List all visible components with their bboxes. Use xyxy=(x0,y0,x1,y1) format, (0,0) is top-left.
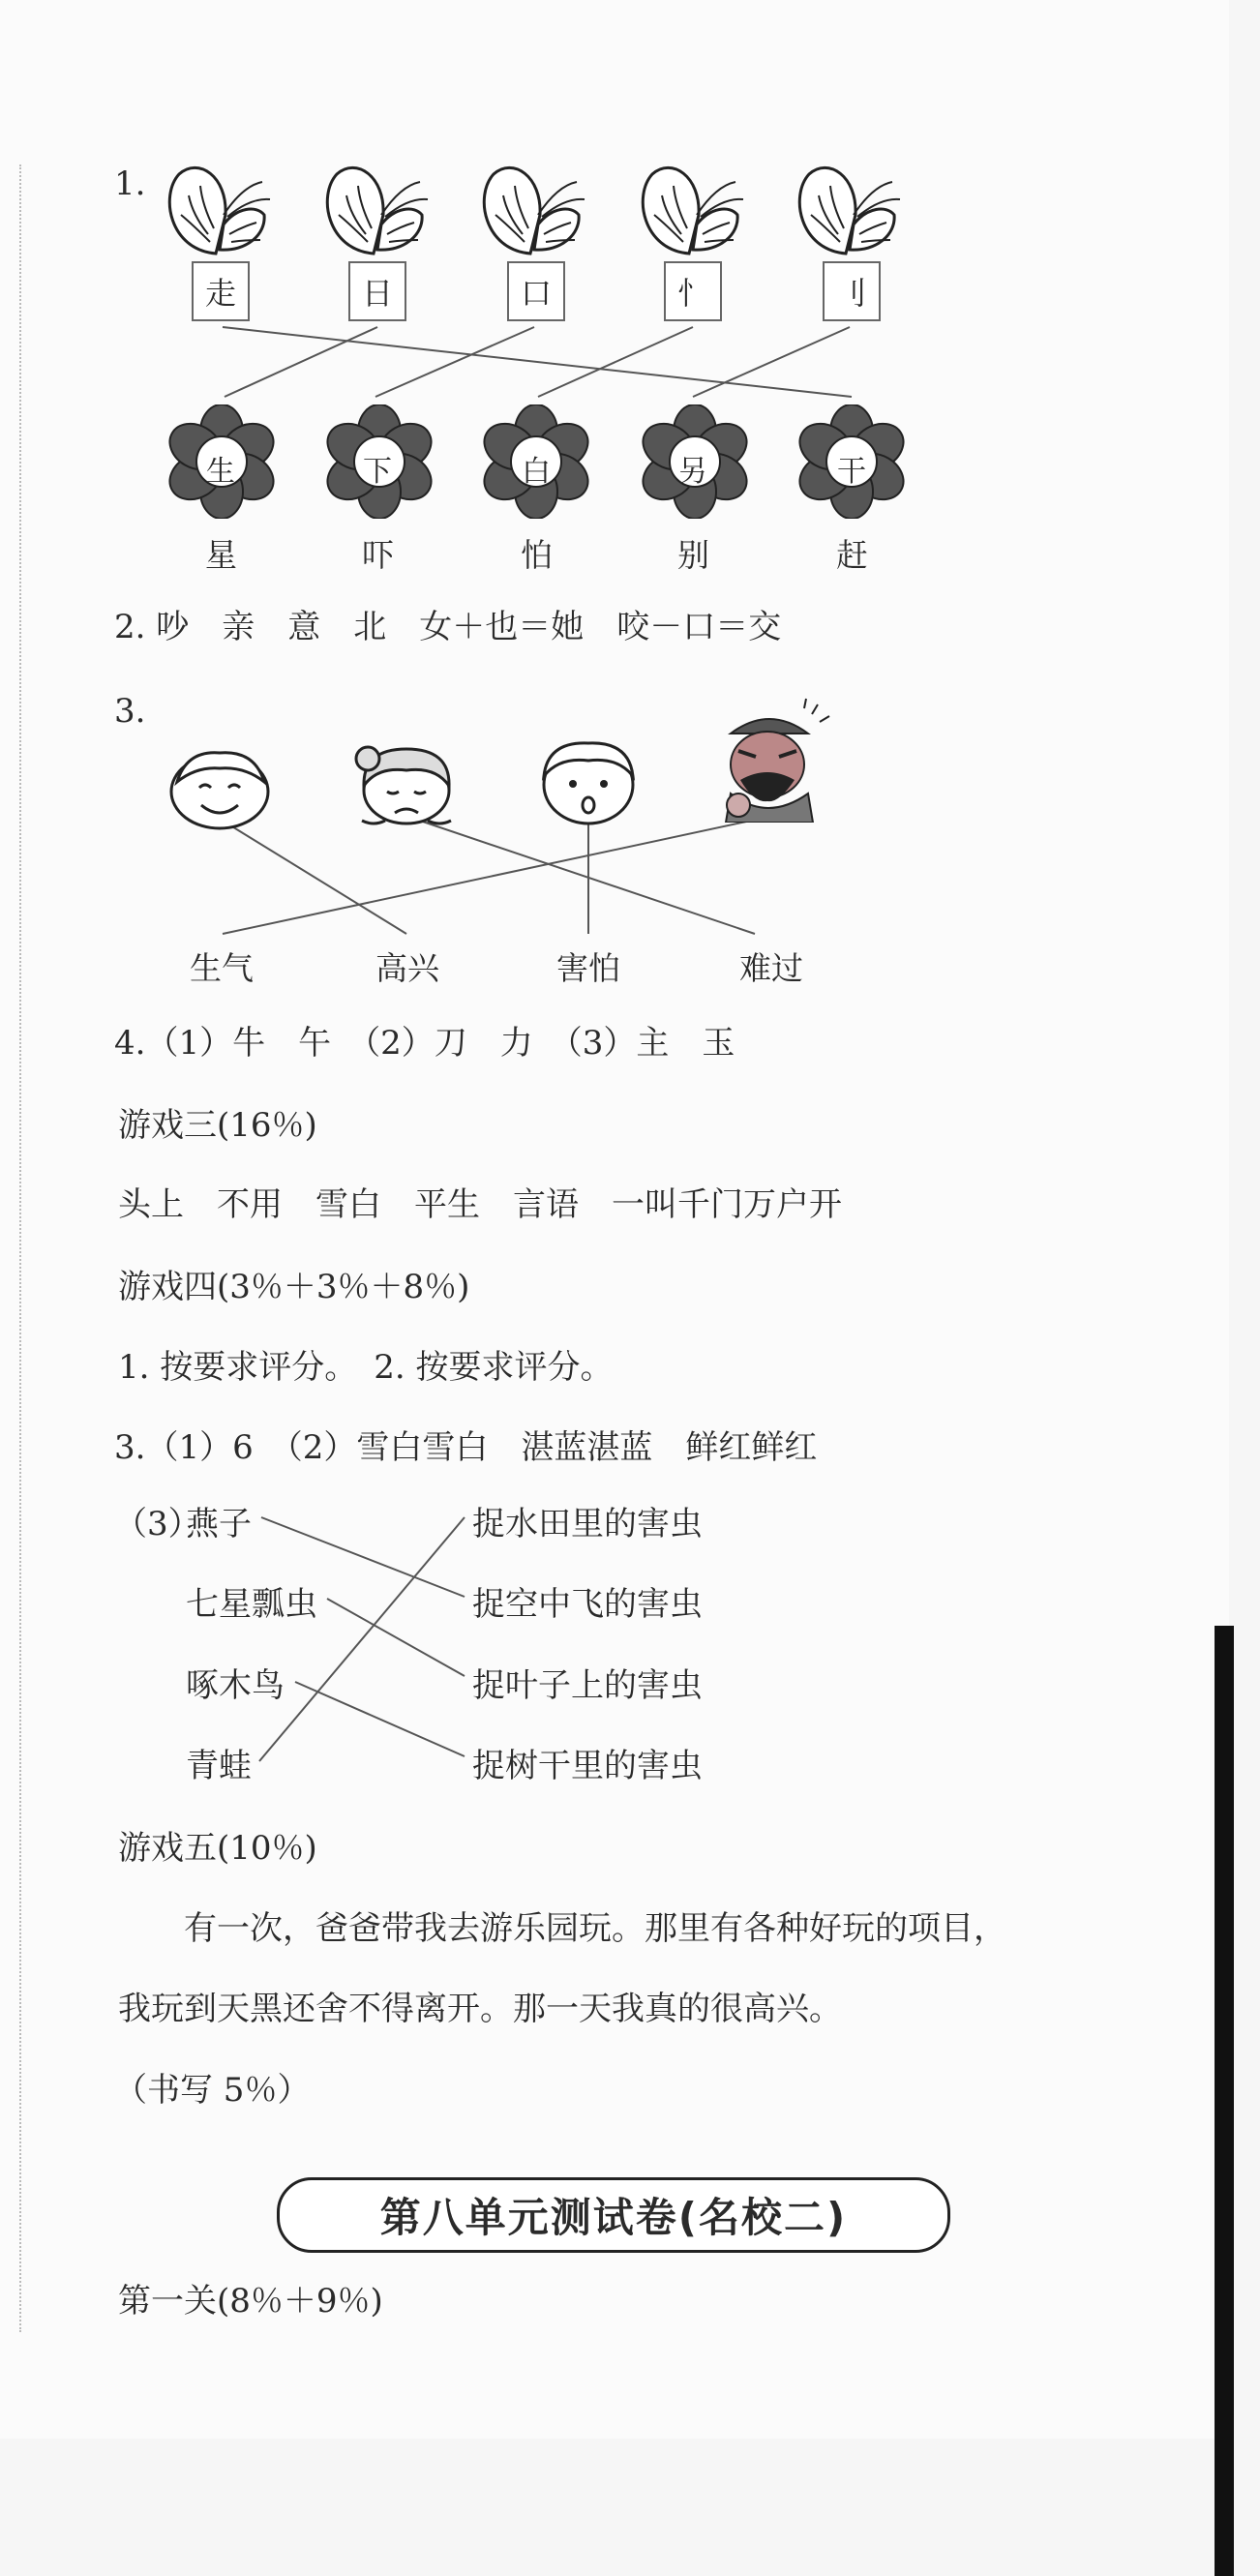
radical-box-1: 走 xyxy=(192,261,250,321)
game4-line2: 3.（1）6 （2）雪白雪白 湛蓝湛蓝 鲜红鲜红 xyxy=(114,1428,818,1467)
flower-char-4: 另 xyxy=(678,455,707,489)
q1-word-3: 怕 xyxy=(521,536,553,574)
game4-sub3-label: （3） xyxy=(114,1505,201,1543)
q1-word-5: 赶 xyxy=(836,536,868,574)
scared-boy-face-icon xyxy=(530,732,646,828)
animal-4: 青蛙 xyxy=(186,1747,252,1785)
pest-2: 捉空中飞的害虫 xyxy=(472,1585,703,1624)
radical-box-5: 刂 xyxy=(823,261,881,321)
pest-1: 捉水田里的害虫 xyxy=(472,1505,703,1543)
unit-title: 第八单元测试卷(名校二) xyxy=(277,2177,950,2253)
radical-box-4: 忄 xyxy=(664,261,722,321)
q3-number: 3. xyxy=(114,692,146,731)
pest-4: 捉树干里的害虫 xyxy=(472,1747,703,1785)
flower-char-2: 下 xyxy=(363,455,392,489)
q1-word-1: 星 xyxy=(205,536,237,574)
flower-char-5: 干 xyxy=(837,455,866,489)
game5-heading: 游戏五(10％) xyxy=(118,1829,317,1868)
game5-para2: 我玩到天黑还舍不得离开。那一天我真的很高兴。 xyxy=(118,1990,842,2028)
animal-3: 啄木鸟 xyxy=(186,1666,285,1705)
game5-writing-score: （书写 5％） xyxy=(114,2071,311,2110)
flower-char-3: 白 xyxy=(522,455,551,489)
game3-heading: 游戏三(16％) xyxy=(118,1106,317,1145)
q3-word-3: 害怕 xyxy=(556,949,620,987)
q1-word-2: 吓 xyxy=(362,536,394,574)
game3-answers: 头上 不用 雪白 平生 言语 一叫千门万户开 xyxy=(118,1185,842,1224)
q2-answer: 2. 吵 亲 意 北 女＋也＝她 咬－口＝交 xyxy=(114,608,782,646)
radical-box-2: 日 xyxy=(348,261,406,321)
q3-word-4: 难过 xyxy=(739,949,803,987)
q3-word-1: 生气 xyxy=(190,949,254,987)
q1-word-4: 别 xyxy=(677,536,709,574)
game4-heading: 游戏四(3％＋3％＋8％) xyxy=(118,1268,470,1306)
animal-1: 燕子 xyxy=(186,1505,252,1543)
smiling-boy-face-icon xyxy=(163,745,277,832)
game4-line1: 1. 按要求评分。 2. 按要求评分。 xyxy=(118,1348,614,1387)
animal-2: 七星瓢虫 xyxy=(186,1585,317,1624)
radical-box-3: 口 xyxy=(507,261,565,321)
game5-para1: 有一次，爸爸带我去游乐园玩。那里有各种好玩的项目， xyxy=(118,1909,1006,1948)
flower-char-1: 生 xyxy=(206,455,235,489)
angry-man-face-icon xyxy=(711,697,832,823)
level1-heading: 第一关(8％＋9％) xyxy=(118,2282,383,2321)
pest-3: 捉叶子上的害虫 xyxy=(472,1666,703,1705)
q4-answer: 4.（1）牛 午 （2）刀 力 （3）主 玉 xyxy=(114,1024,735,1063)
crying-girl-face-icon xyxy=(348,737,465,830)
q1-number: 1. xyxy=(114,165,146,203)
scan-edge-bar xyxy=(1215,1626,1234,2576)
q3-word-2: 高兴 xyxy=(375,949,439,987)
